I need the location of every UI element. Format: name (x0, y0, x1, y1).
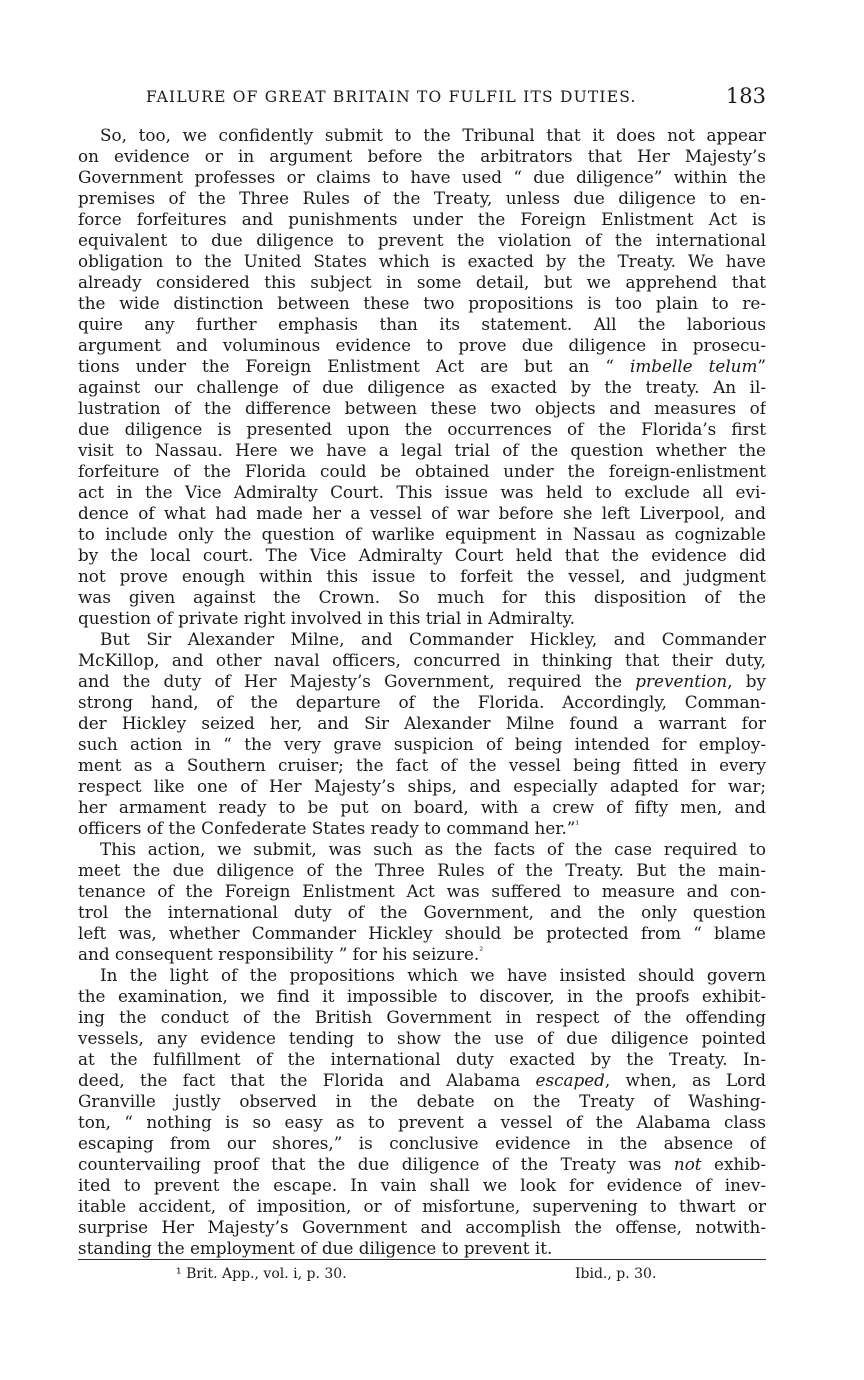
text-line: against our challenge of due diligence as exacted by the treaty. An il- (78, 377, 766, 397)
text-line: escaping from our shores,” is conclusive evidence in the absence of (78, 1133, 766, 1153)
body-text (78, 125, 766, 1259)
text-line: deed, the fact that the Florida and Alabama escaped, when, as Lord (78, 1070, 766, 1090)
text-line: This action, we submit, was such as the facts of the case required to (100, 839, 766, 859)
text-line: Government professes or claims to have used “ due diligence” within the (78, 167, 766, 187)
text-line: quire any further emphasis than its statement. All the laborious (78, 314, 766, 334)
text-line: ton, “ nothing is so easy as to prevent a vessel of the Alabama class (78, 1112, 766, 1132)
footnote-2: Ibid., p. 30. (575, 1266, 657, 1282)
text-line: already considered this subject in some detail, but we apprehend that (78, 272, 766, 292)
text-line: meet the due diligence of the Three Rules of the Treaty. But the main- (78, 860, 766, 880)
text-line: standing the employment of due diligence to prevent it. (78, 1238, 553, 1258)
text-line: surprise Her Majesty’s Government and accomplish the offense, notwith- (78, 1217, 766, 1237)
text-line: question of private right involved in this trial in Admiralty. (78, 608, 575, 628)
text-line: forfeiture of the Florida could be obtained under the foreign-enlistment (78, 461, 766, 481)
text-line: officers of the Confederate States ready to command her.”$^{^1}$ (78, 818, 580, 838)
text-line: vessels, any evidence tending to show the use of due diligence pointed (78, 1028, 766, 1048)
text-line: act in the Vice Admiralty Court. This issue was held to exclude all evi- (78, 482, 766, 502)
footnote-rule (78, 1259, 766, 1260)
text-line: equivalent to due diligence to prevent the violation of the international (78, 230, 766, 250)
text-line: ing the conduct of the British Government in respect of the offending (78, 1007, 766, 1027)
text-line: her armament ready to be put on board, with a crew of fifty men, and (78, 797, 766, 817)
text-line: trol the international duty of the Government, and the only question (78, 902, 766, 922)
text-line: countervailing proof that the due diligence of the Treaty was not exhib- (78, 1154, 766, 1174)
text-line: tenance of the Foreign Enlistment Act was suffered to measure and con- (78, 881, 766, 901)
text-line: left was, whether Commander Hickley should be protected from “ blame (78, 923, 766, 943)
text-line: lustration of the difference between these two objects and measures of (78, 398, 766, 418)
text-line: McKillop, and other naval officers, concurred in thinking that their duty, (78, 650, 766, 670)
paragraph-2 (78, 629, 766, 839)
text-line: visit to Nassau. Here we have a legal trial of the question whether the (78, 440, 766, 460)
text-line: force forfeitures and punishments under the Foreign Enlistment Act is (78, 209, 766, 229)
text-line: the examination, we find it impossible to discover, in the proofs exhibit- (78, 986, 766, 1006)
text-line: and consequent responsibility ” for his seizure.$^{^2}$ (78, 944, 484, 964)
text-line: such action in “ the very grave suspicion of being intended for employ- (78, 734, 766, 754)
text-line: der Hickley seized her, and Sir Alexander Milne found a warrant for (78, 713, 766, 733)
text-line: at the fulfillment of the international duty exacted by the Treaty. In- (78, 1049, 766, 1069)
text-line: itable accident, of imposition, or of misfortune, supervening to thwart or (78, 1196, 766, 1216)
text-line: argument and voluminous evidence to prove due diligence in prosecu- (78, 335, 766, 355)
running-head (78, 84, 766, 112)
footnote-1: ¹ Brit. App., vol. i, p. 30. (176, 1266, 347, 1282)
text-line: ment as a Southern cruiser; the fact of the vessel being fitted in every (78, 755, 766, 775)
text-line: not prove enough within this issue to forfeit the vessel, and judgment (78, 566, 766, 586)
paragraph-1 (78, 125, 766, 629)
text-line: Granville justly observed in the debate on the Treaty of Washing- (78, 1091, 766, 1111)
text-line: and the duty of Her Majesty’s Government, required the prevention, by (78, 671, 766, 691)
text-line: the wide distinction between these two propositions is too plain to re- (78, 293, 766, 313)
running-title: FAILURE OF GREAT BRITAIN TO FULFIL ITS DUTIES. (146, 88, 637, 106)
text-line: was given against the Crown. So much for this disposition of the (78, 587, 766, 607)
text-line: to include only the question of warlike equipment in Nassau as cognizable (78, 524, 766, 544)
text-line: on evidence or in argument before the arbitrators that Her Majesty’s (78, 146, 766, 166)
paragraph-4 (78, 965, 766, 1259)
text-line: by the local court. The Vice Admiralty Court held that the evidence did (78, 545, 766, 565)
text-line: So, too, we confidently submit to the Tribunal that it does not appear (100, 125, 766, 145)
page-number: 183 (725, 84, 766, 108)
text-line: tions under the Foreign Enlistment Act are but an “ imbelle telum” (78, 356, 766, 376)
paragraph-3 (78, 839, 766, 965)
text-line: obligation to the United States which is exacted by the Treaty. We have (78, 251, 766, 271)
text-line: But Sir Alexander Milne, and Commander Hickley, and Commander (100, 629, 766, 649)
text-line: due diligence is presented upon the occurrences of the Florida’s first (78, 419, 766, 439)
text-line: premises of the Three Rules of the Treaty, unless due diligence to en- (78, 188, 766, 208)
text-line: ited to prevent the escape. In vain shall we look for evidence of inev- (78, 1175, 766, 1195)
text-line: strong hand, of the departure of the Florida. Accordingly, Comman- (78, 692, 766, 712)
text-line: dence of what had made her a vessel of war before she left Liverpool, and (78, 503, 766, 523)
text-line: respect like one of Her Majesty’s ships, and especially adapted for war; (78, 776, 766, 796)
text-line: In the light of the propositions which we have insisted should govern (100, 965, 766, 985)
